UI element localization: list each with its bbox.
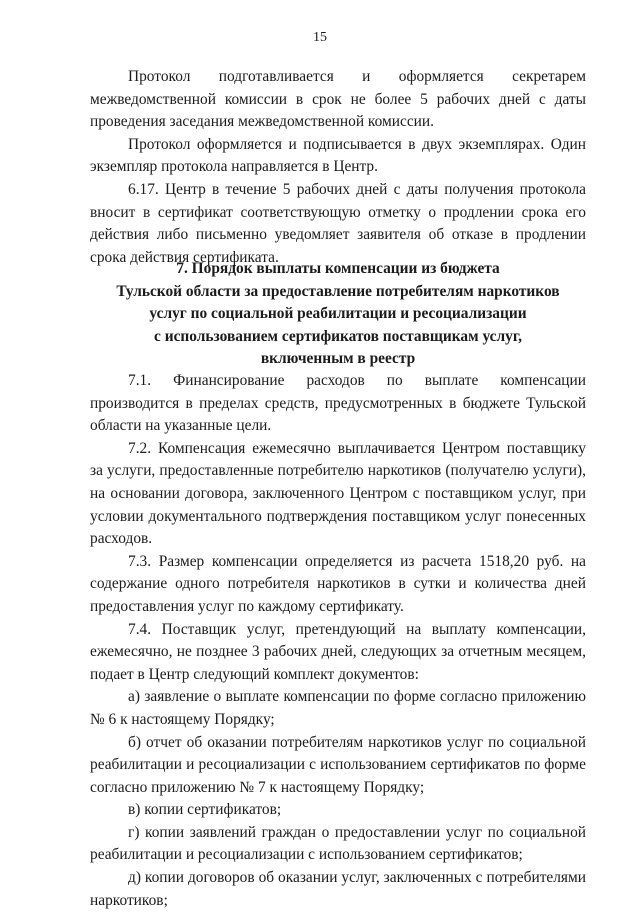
section-title-line-5: включенным в реестр bbox=[260, 350, 416, 368]
list-item-d: д) копии договоров об оказании услуг, заключенных с потребителями наркотиков; bbox=[90, 869, 586, 909]
page-number: 15 bbox=[313, 30, 327, 45]
list-item-g: г) копии заявлений граждан о предоставлении услуг по социальной реабилитации и ресоциализации с использованием сертификатов; bbox=[90, 823, 586, 864]
section-title-line-3: услуг по социальной реабилитации и ресоциализации bbox=[149, 305, 527, 323]
list-item-a: а) заявление о выплате компенсации по форме согласно приложению № 6 к настоящему Порядку; bbox=[90, 688, 586, 728]
paragraph-7-2: 7.2. Компенсация ежемесячно выплачивается Центром поставщику за услуги, предоставленные потребителю наркотиков (получателю услуги), на основании договора, заключенного Центром с поставщиком услуг, при условии документального подтверждения поставщиком услуг понесенных расходов. bbox=[90, 439, 586, 548]
list-item-v: в) копии сертификатов; bbox=[128, 801, 282, 819]
paragraph-protocol-preparation: Протокол подготавливается и оформляется секретарем межведомственной комиссии в срок не более 5 рабочих дней с даты проведения заседания межведомственной комиссии. bbox=[90, 68, 586, 131]
paragraph-7-4: 7.4. Поставщик услуг, претендующий на выплату компенсации, ежемесячно, не позднее 3 рабочих дней, следующих за отчетным месяцем, подает в Центр следующий комплект документов: bbox=[90, 620, 586, 683]
paragraph-7-1: 7.1. Финансирование расходов по выплате компенсации производится в пределах средств, предусмотренных в бюджете Тульской области на указанные цели. bbox=[90, 372, 586, 435]
paragraph-6-17: 6.17. Центр в течение 5 рабочих дней с даты получения протокола вносит в сертификат соответствующую отметку о продлении срока его действия либо письменно уведомляет заявителя об отказе в продлении срока действия сертификата. bbox=[90, 180, 586, 266]
section-title-line-1: 7. Порядок выплаты компенсации из бюджета bbox=[176, 260, 500, 277]
list-item-b: б) отчет об оказании потребителям наркотиков услуг по социальной реабилитации и ресоциализации с использованием сертификатов по форме согласно приложению № 7 к настоящему Порядку; bbox=[90, 733, 586, 796]
section-title-line-2: Тульской области за предоставление потребителям наркотиков bbox=[116, 282, 560, 300]
paragraph-protocol-copies: Протокол оформляется и подписывается в двух экземплярах. Один экземпляр протокола направляется в Центр. bbox=[90, 135, 586, 176]
section-title-line-4: с использованием сертификатов поставщикам услуг, bbox=[154, 327, 522, 345]
paragraph-7-3: 7.3. Размер компенсации определяется из расчета 1518,20 руб. на содержание одного потребителя наркотиков в сутки и количества дней предоставления услуг по каждому сертификату. bbox=[90, 552, 586, 615]
section-body bbox=[90, 370, 586, 912]
section-title bbox=[90, 258, 586, 371]
top-text bbox=[90, 66, 586, 269]
